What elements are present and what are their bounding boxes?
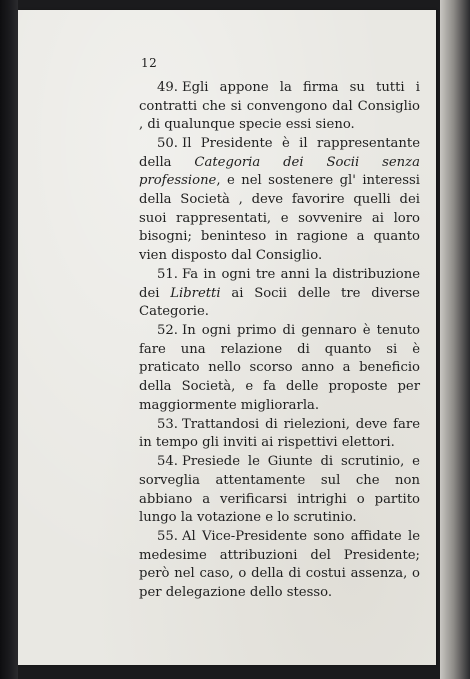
article-number: 54. — [157, 454, 178, 470]
article-number: 55. — [157, 529, 178, 545]
article-text: Egli appone la firma su tutti i contratti che si convengono dal Consiglio , di qualunque specie essi sieno. — [139, 80, 420, 133]
article-text: Il Presidente è il rappresentante della — [139, 136, 420, 170]
scan-left-edge — [0, 0, 18, 679]
article-text: Trattandosi di rielezioni, deve fare in tempo gli inviti ai rispettivi elettori. — [139, 416, 420, 451]
article-list — [139, 79, 420, 603]
article-italic-text: Categoria dei Socii senza professione — [139, 154, 420, 189]
book-page — [18, 10, 436, 665]
article-50 — [139, 135, 420, 265]
article-text: ai Socii delle tre diverse Categorie. — [139, 285, 420, 320]
article-number: 50. — [157, 136, 178, 152]
article-49 — [139, 79, 420, 135]
article-52 — [139, 322, 420, 415]
page-edge-strip — [440, 0, 470, 679]
article-number: 51. — [157, 266, 178, 282]
page-number: 12 — [141, 56, 158, 70]
article-text: In ogni primo di gennaro è tenuto fare una relazione di quanto si è praticato nello scorso anno a beneficio della Società, e fa delle proposte per maggiormente migliorarla. — [139, 323, 420, 413]
article-text: Fa in ogni tre anni la distribuzione dei — [139, 266, 420, 301]
article-number: 53. — [157, 416, 178, 432]
article-text: Presiede le Giunte di scrutinio, e sorveglia attentamente sul che non abbiano a verificarsi intrighi o partito lungo la votazione e lo scrutinio. — [139, 454, 420, 526]
article-51 — [139, 266, 420, 322]
article-53 — [139, 416, 420, 453]
article-54 — [139, 453, 420, 527]
article-text: , e nel sostenere gl' interessi della Società , deve favorire quelli dei suoi rappresentati, e sovvenire ai loro bisogni; beninteso in ragione a quanto vien disposto dal Consiglio. — [139, 173, 420, 263]
article-italic-text: Libretti — [170, 285, 221, 301]
article-number: 52. — [157, 323, 178, 339]
article-number: 49. — [157, 80, 178, 95]
article-text: Al Vice-Presidente sono affidate le medesime attribuzioni del Presidente; però nel caso, o della di costui assenza, o per delegazione dello stesso. — [139, 529, 420, 601]
article-55 — [139, 528, 420, 602]
